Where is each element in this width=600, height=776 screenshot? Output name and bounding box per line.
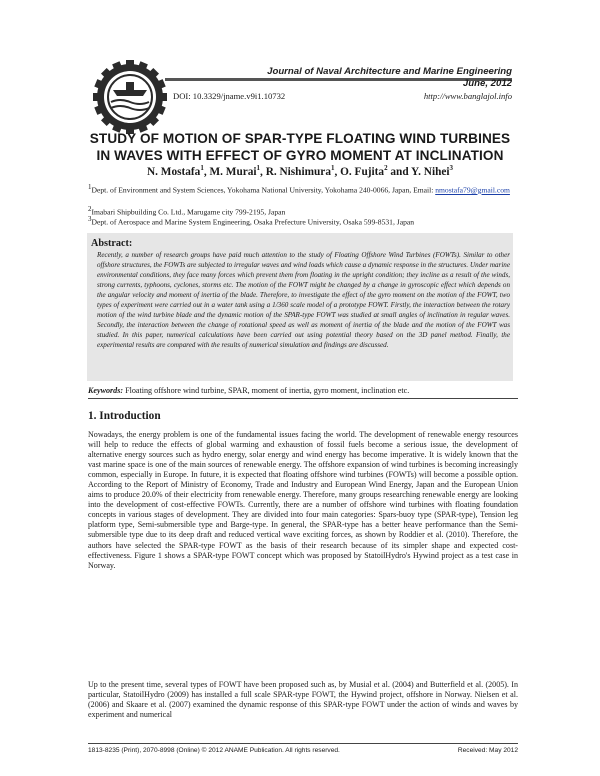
author: O. Fujita$^2$ and	[340, 164, 412, 178]
title-line: IN WAVES WITH EFFECT OF GYRO MOMENT AT INCLINATION	[96, 148, 504, 163]
author: Y. Nihei$^3$	[411, 164, 454, 178]
keywords	[88, 386, 518, 395]
section-heading: 1. Introduction	[88, 410, 161, 422]
title-line: STUDY OF MOTION OF SPAR-TYPE FLOATING WIND TURBINES	[89, 131, 511, 146]
divider	[88, 398, 518, 399]
author-list	[0, 164, 600, 178]
affiliation-1: $^1$Dept. of Environment and System Sciences, Yokohama National University, Yokohama 240-0066, Japan, Email: nmostafa79@gmail.com	[88, 183, 510, 195]
keywords-label: Keywords:	[88, 386, 124, 395]
footer	[88, 747, 518, 754]
keywords-text: Floating offshore wind turbine, SPAR, moment of inertia, gyro moment, inclination etc.	[123, 386, 410, 395]
author: N. Mostafa$^1$,	[146, 164, 210, 178]
paper-title	[0, 130, 600, 164]
footer-issn: 1813-8235 (Print), 2070-8998 (Online) © 2012 ANAME Publication. All rights reserved.	[88, 747, 340, 754]
author-email-link[interactable]: nmostafa79@gmail.com	[435, 185, 510, 195]
abstract-text: Recently, a number of research groups have paid much attention to the study of Floating Offshore Wind Turbines (FOWTs). Similar to other offshore structures, the FOWTs are subjected to irregular waves and wind loads which cause a dynamic response in the structures. Under marine environmental conditions, they face many forces which prevent them from floating in the upright condition; they incline as a result of the winds, strong currents, typhoons, cyclones, storms etc. The motion of the FOWT might be changed by a change in gyroscopic effect which depends on the angular velocity and moment of inertia of the blade. Therefore, to investigate the effect of the gyro moment on the motion of the FOWT, two types of experiment were carried out in a water tank using a 1/360 scale model of a prototype FOWT. Firstly, the interaction between the rotary motion of the wind turbine blade and the dynamic motion of the SPAR-type FOWT was studied at small angles of inclination in regular waves. Secondly, the interaction between the change of rotational speed as well as moment of inertia of the blade and the motion of the FOWT was studied. In this paper, numerical calculations have been carried out using potential theory based on the 3D panel method. Finally, the experimental results are compared with the results of numerical simulation and findings are discussed.	[97, 251, 510, 350]
doi: DOI: 10.3329/jname.v9i1.10732	[173, 91, 286, 101]
journal-website[interactable]: http://www.banglajol.info	[423, 91, 512, 101]
body-paragraph: Up to the present time, several types of FOWT have been proposed such as, by Musial et al. (2004) and Butterfield et al. (2005). In particular, StatoilHydro (2009) has installed a full scale SPAR-type FOWT, the Hywind project, offshore in Norway. Nielsen et al. (2006) and Skaare et al. (2007) examined the dynamic response of this SPAR-type FOWT under the action of winds and waves by experiment and numerical	[88, 680, 518, 720]
abstract-heading: Abstract:	[91, 238, 133, 249]
journal-logo	[93, 60, 167, 134]
author: R. Nishimura$^1$,	[265, 164, 341, 178]
gear-icon	[93, 60, 167, 134]
issue-date: June, 2012	[462, 78, 512, 89]
body-paragraph: Nowadays, the energy problem is one of the fundamental issues facing the world. The development of renewable energy resources will help to reduce the effects of global warming and exhaustion of fossil fuels become a serious issue, the development of alternative energy sources such as hydro energy, solar energy and wind energy has become imperative. It is widely known that the vast marine space is one of the main sources of renewable energy. The offshore expansion of wind turbines is becoming increasingly common, especially in Europe. In future, it is expected that floating offshore wind turbines (FOWTs) will become a possible option. According to the Report of Ministry of Economy, Trade and Industry and European Wind Energy, Japan and the European Union aims to produce 20.0% of their electricity from renewable energy. Therefore, many groups researching renewable energy are looking into the development of cost-effective FOWTs. Currently, there are a number of offshore wind turbines with floating foundation concepts in various stages of development. They are divided into four main categories: Spars-buoy type (SPAR-type), Tension leg platform type, Semi-submersible type and Barge-type. In general, the SPAR-type has a better heave performance than the Semi-submersible type due to its deep draft and reduced vertical wave exciting forces, as shown by Roddier et al. (2010). Therefore, the authors have selected the SPAR-type FOWT as the basis of their research because of its simpler shape and expected cost-effectiveness. Figure 1 shows a SPAR-type FOWT concept which was proposed by StatoilHydro's Hywind project as a test case in Norway.	[88, 430, 518, 570]
footer-received: Received: May 2012	[457, 747, 518, 754]
journal-name: Journal of Naval Architecture and Marine Engineering	[267, 66, 512, 77]
footer-divider	[88, 743, 518, 744]
affiliation-3: $^3$Dept. of Aerospace and Marine System Engineering, Osaka Prefecture University, Osaka 599-8531, Japan	[88, 215, 415, 227]
journal-rule	[165, 78, 512, 81]
author: M. Murai$^1$,	[209, 164, 266, 178]
affiliation-2: $^2$Imabari Shipbuilding Co. Ltd., Marugame city 799-2195, Japan	[88, 205, 286, 217]
